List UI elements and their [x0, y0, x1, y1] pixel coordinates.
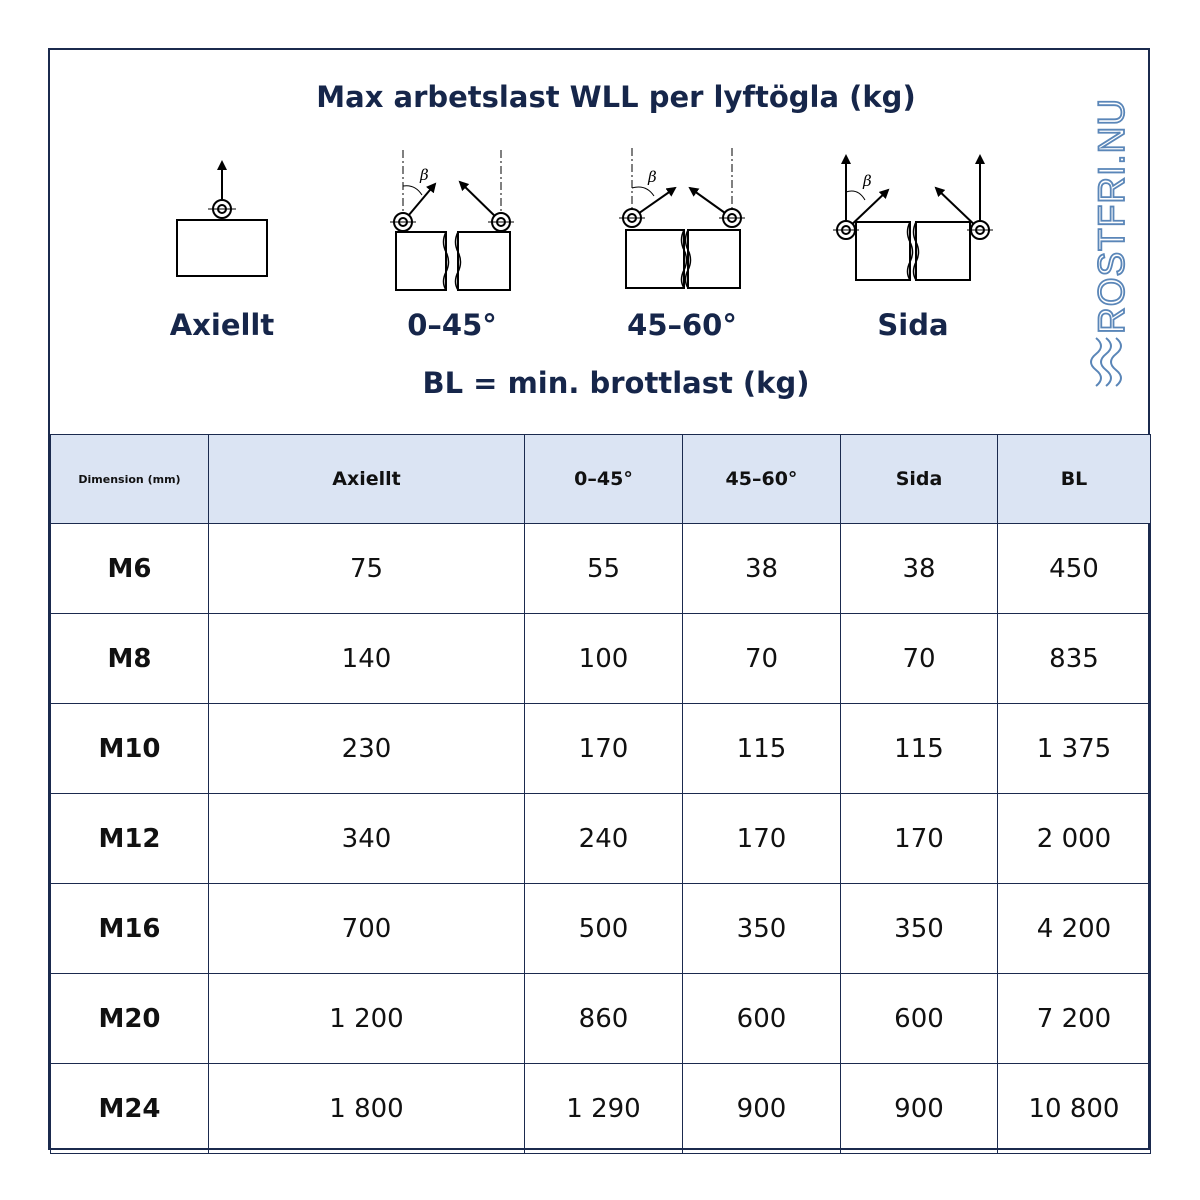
table-cell: 1 200 [209, 974, 525, 1064]
table-cell: 4 200 [998, 884, 1151, 974]
diagram-label-side: Sida [877, 308, 949, 342]
table-cell: 70 [683, 614, 841, 704]
table-row [51, 704, 1151, 794]
table-cell: 2 000 [998, 794, 1151, 884]
wave-icon [1091, 338, 1121, 386]
table-row [51, 614, 1151, 704]
table-cell: 340 [209, 794, 525, 884]
table-cell: 350 [683, 884, 841, 974]
table-cell: 38 [841, 524, 998, 614]
angle-45-60-lift-diagram-icon [619, 148, 745, 288]
rostfri-logo [1080, 86, 1140, 396]
wll-table [50, 434, 1151, 1154]
table-cell: 75 [209, 524, 525, 614]
table-cell: 600 [841, 974, 998, 1064]
table-cell: 900 [683, 1064, 841, 1154]
side-lift-diagram-icon [833, 156, 993, 280]
dimension-cell: M8 [51, 614, 209, 704]
table-cell: 140 [209, 614, 525, 704]
column-header-45-60: 45–60° [683, 435, 841, 524]
header [50, 50, 1150, 434]
beta-symbol: β [420, 166, 429, 184]
table-cell: 1 375 [998, 704, 1151, 794]
column-header-side: Sida [841, 435, 998, 524]
dimension-cell: M6 [51, 524, 209, 614]
table-cell: 900 [841, 1064, 998, 1154]
table-cell: 1 290 [525, 1064, 683, 1154]
brand-text: ROSTFRI.NU [1091, 97, 1132, 334]
page-title: Max arbetslast WLL per lyftögla (kg) [316, 80, 916, 114]
column-header-dimension: Dimension (mm) [51, 435, 209, 524]
diagram-label-0-45: 0–45° [407, 308, 497, 342]
dimension-cell: M24 [51, 1064, 209, 1154]
table-header-row [51, 435, 1151, 524]
table-cell: 10 800 [998, 1064, 1151, 1154]
diagram-label-45-60: 45–60° [627, 308, 737, 342]
table-cell: 350 [841, 884, 998, 974]
table-cell: 170 [683, 794, 841, 884]
angle-0-45-lift-diagram-icon [390, 150, 514, 290]
dimension-cell: M16 [51, 884, 209, 974]
table-cell: 115 [841, 704, 998, 794]
table-row [51, 974, 1151, 1064]
beta-symbol: β [863, 172, 872, 190]
table-cell: 100 [525, 614, 683, 704]
table-cell: 700 [209, 884, 525, 974]
table-cell: 115 [683, 704, 841, 794]
table-cell: 170 [525, 704, 683, 794]
axial-lift-diagram-icon [177, 162, 267, 276]
subtitle: BL = min. brottlast (kg) [422, 366, 810, 400]
table-row [51, 794, 1151, 884]
table-cell: 1 800 [209, 1064, 525, 1154]
column-header-axial: Axiellt [209, 435, 525, 524]
table-cell: 70 [841, 614, 998, 704]
table-cell: 230 [209, 704, 525, 794]
dimension-cell: M12 [51, 794, 209, 884]
column-header-bl: BL [998, 435, 1151, 524]
dimension-cell: M10 [51, 704, 209, 794]
table-cell: 38 [683, 524, 841, 614]
table-cell: 500 [525, 884, 683, 974]
table-row [51, 1064, 1151, 1154]
table-cell: 860 [525, 974, 683, 1064]
table-cell: 170 [841, 794, 998, 884]
diagram-label-axial: Axiellt [169, 308, 275, 342]
table-row [51, 884, 1151, 974]
table-cell: 240 [525, 794, 683, 884]
table-cell: 600 [683, 974, 841, 1064]
beta-symbol: β [648, 168, 657, 186]
table-cell: 450 [998, 524, 1151, 614]
column-header-0-45: 0–45° [525, 435, 683, 524]
table-row [51, 524, 1151, 614]
table-cell: 55 [525, 524, 683, 614]
dimension-cell: M20 [51, 974, 209, 1064]
table-cell: 7 200 [998, 974, 1151, 1064]
table-cell: 835 [998, 614, 1151, 704]
spec-sheet [48, 48, 1150, 1150]
